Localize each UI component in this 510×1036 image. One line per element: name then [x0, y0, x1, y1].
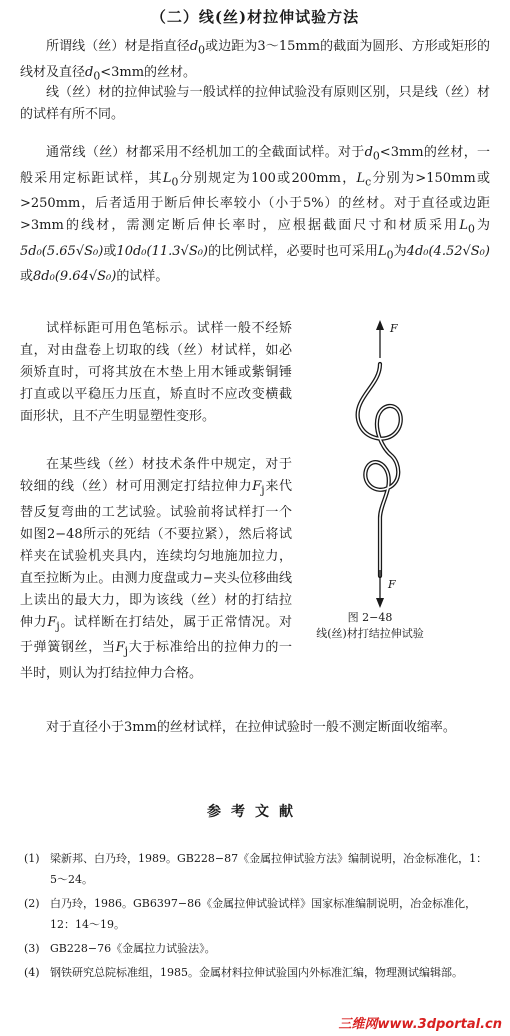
paragraph-4: 试样标距可用色笔标示。试样一般不经矫直，对由盘卷上切取的线（丝）材试样，如必须矫直时，可将其放在木垫上用木锤或紫铜锤打直或以平稳压力压直，矫直时不应改变横截面形状，且不产生明显塑性变形。 [20, 321, 292, 424]
formula-1: 5d₀(5.65√S₀) [20, 243, 104, 259]
figure-number: 图 2−48 [347, 611, 393, 624]
force-arrow-top [376, 320, 384, 358]
reference-item [24, 893, 494, 935]
paragraph-3: 通常线（丝）材都采用不经机加工的全截面试样。对于$d_0<3mm$的丝材，一般采用定标距试样，其$L_0$分别规定为100或200mm，$L_c$分别为>150mm或>250mm，后者适用于断后伸长率较小（小于5%）的丝材。对于直径或边距>3mm的线材，需测定断后伸长率时，应根据截面尺寸和材质采用$L_0$为5d₀(5.65√S₀)或10d₀(11.3√S₀)的比例试样，必要时也可采用$L_0$为4d₀(4.52√S₀)或8d₀(9.64√S₀)的试样。 [20, 145, 490, 285]
reference-text: 白乃玲，1986。GB6397−86《金属拉伸试验试样》国家标准编制说明，冶金标准化，12：14～19。 [50, 897, 477, 931]
site-watermark: 三维网www.3dportal.cn [338, 1017, 502, 1032]
reference-number: (2) [24, 897, 40, 910]
section-heading: （二）线(丝)材拉伸试验方法 [150, 8, 360, 26]
references-title: 参考文献 [207, 804, 303, 820]
paragraph-1: 所谓线（丝）材是指直径$d_0$或边距为3～15mm的截面为圆形、方形或矩形的线材及直径$d_0<3mm$的丝材。 [20, 39, 490, 83]
force-label-top: F [390, 322, 398, 335]
reference-text: 钢铁研究总院标准组，1985。金属材料拉伸试验国内外标准汇编，物理测试编辑部。 [50, 966, 463, 979]
formula-2: 10d₀(11.3√S₀) [116, 243, 209, 259]
paragraph-2: 线（丝）材的拉伸试验与一般试样的拉伸试验没有原则区别，只是线（丝）材的试样有所不同。 [20, 85, 490, 122]
reference-item [24, 962, 494, 983]
force-arrow-bottom [376, 570, 384, 608]
reference-item [24, 938, 494, 959]
force-label-bottom: F [388, 578, 396, 591]
reference-number: (4) [24, 966, 40, 979]
references-list [24, 848, 494, 986]
paragraph-6: 对于直径小于3mm的丝材试样，在拉伸试验时一般不测定断面收缩率。 [46, 720, 456, 735]
figure-caption: 线(丝)材打结拉伸试验 [316, 627, 424, 640]
reference-number: (1) [24, 852, 40, 865]
reference-item [24, 848, 494, 890]
formula-4: 8d₀(9.64√S₀) [33, 269, 117, 285]
paragraph-5: 在某些线（丝）材技术条件中规定，对于较细的线（丝）材可用测定打结拉伸力$F_j$来代替反复弯曲的工艺试验。试验前将试样打一个如图2−48所示的死结（不要拉紧），然后将试样夹在试验机夹具内，连续均匀地施加拉力，直至拉断为止。由测力度盘或力−夹头位移曲线上读出的最大力，即为该线（丝）材的打结拉伸力$F_j$。试样断在打结处，属于正常情况。对于弹簧钢丝，当$F_j$大于标准给出的拉伸力的一半时，则认为打结拉伸力合格。 [20, 457, 292, 681]
knot-figure [322, 318, 452, 610]
reference-number: (3) [24, 942, 40, 955]
reference-text: GB228−76《金属拉力试验法》。 [50, 942, 216, 955]
reference-text: 梁新邦、白乃玲，1989。GB228−87《金属拉伸试验方法》编制说明，冶金标准化，1：5～24。 [50, 852, 488, 886]
formula-3: 4d₀(4.52√S₀) [406, 243, 490, 259]
